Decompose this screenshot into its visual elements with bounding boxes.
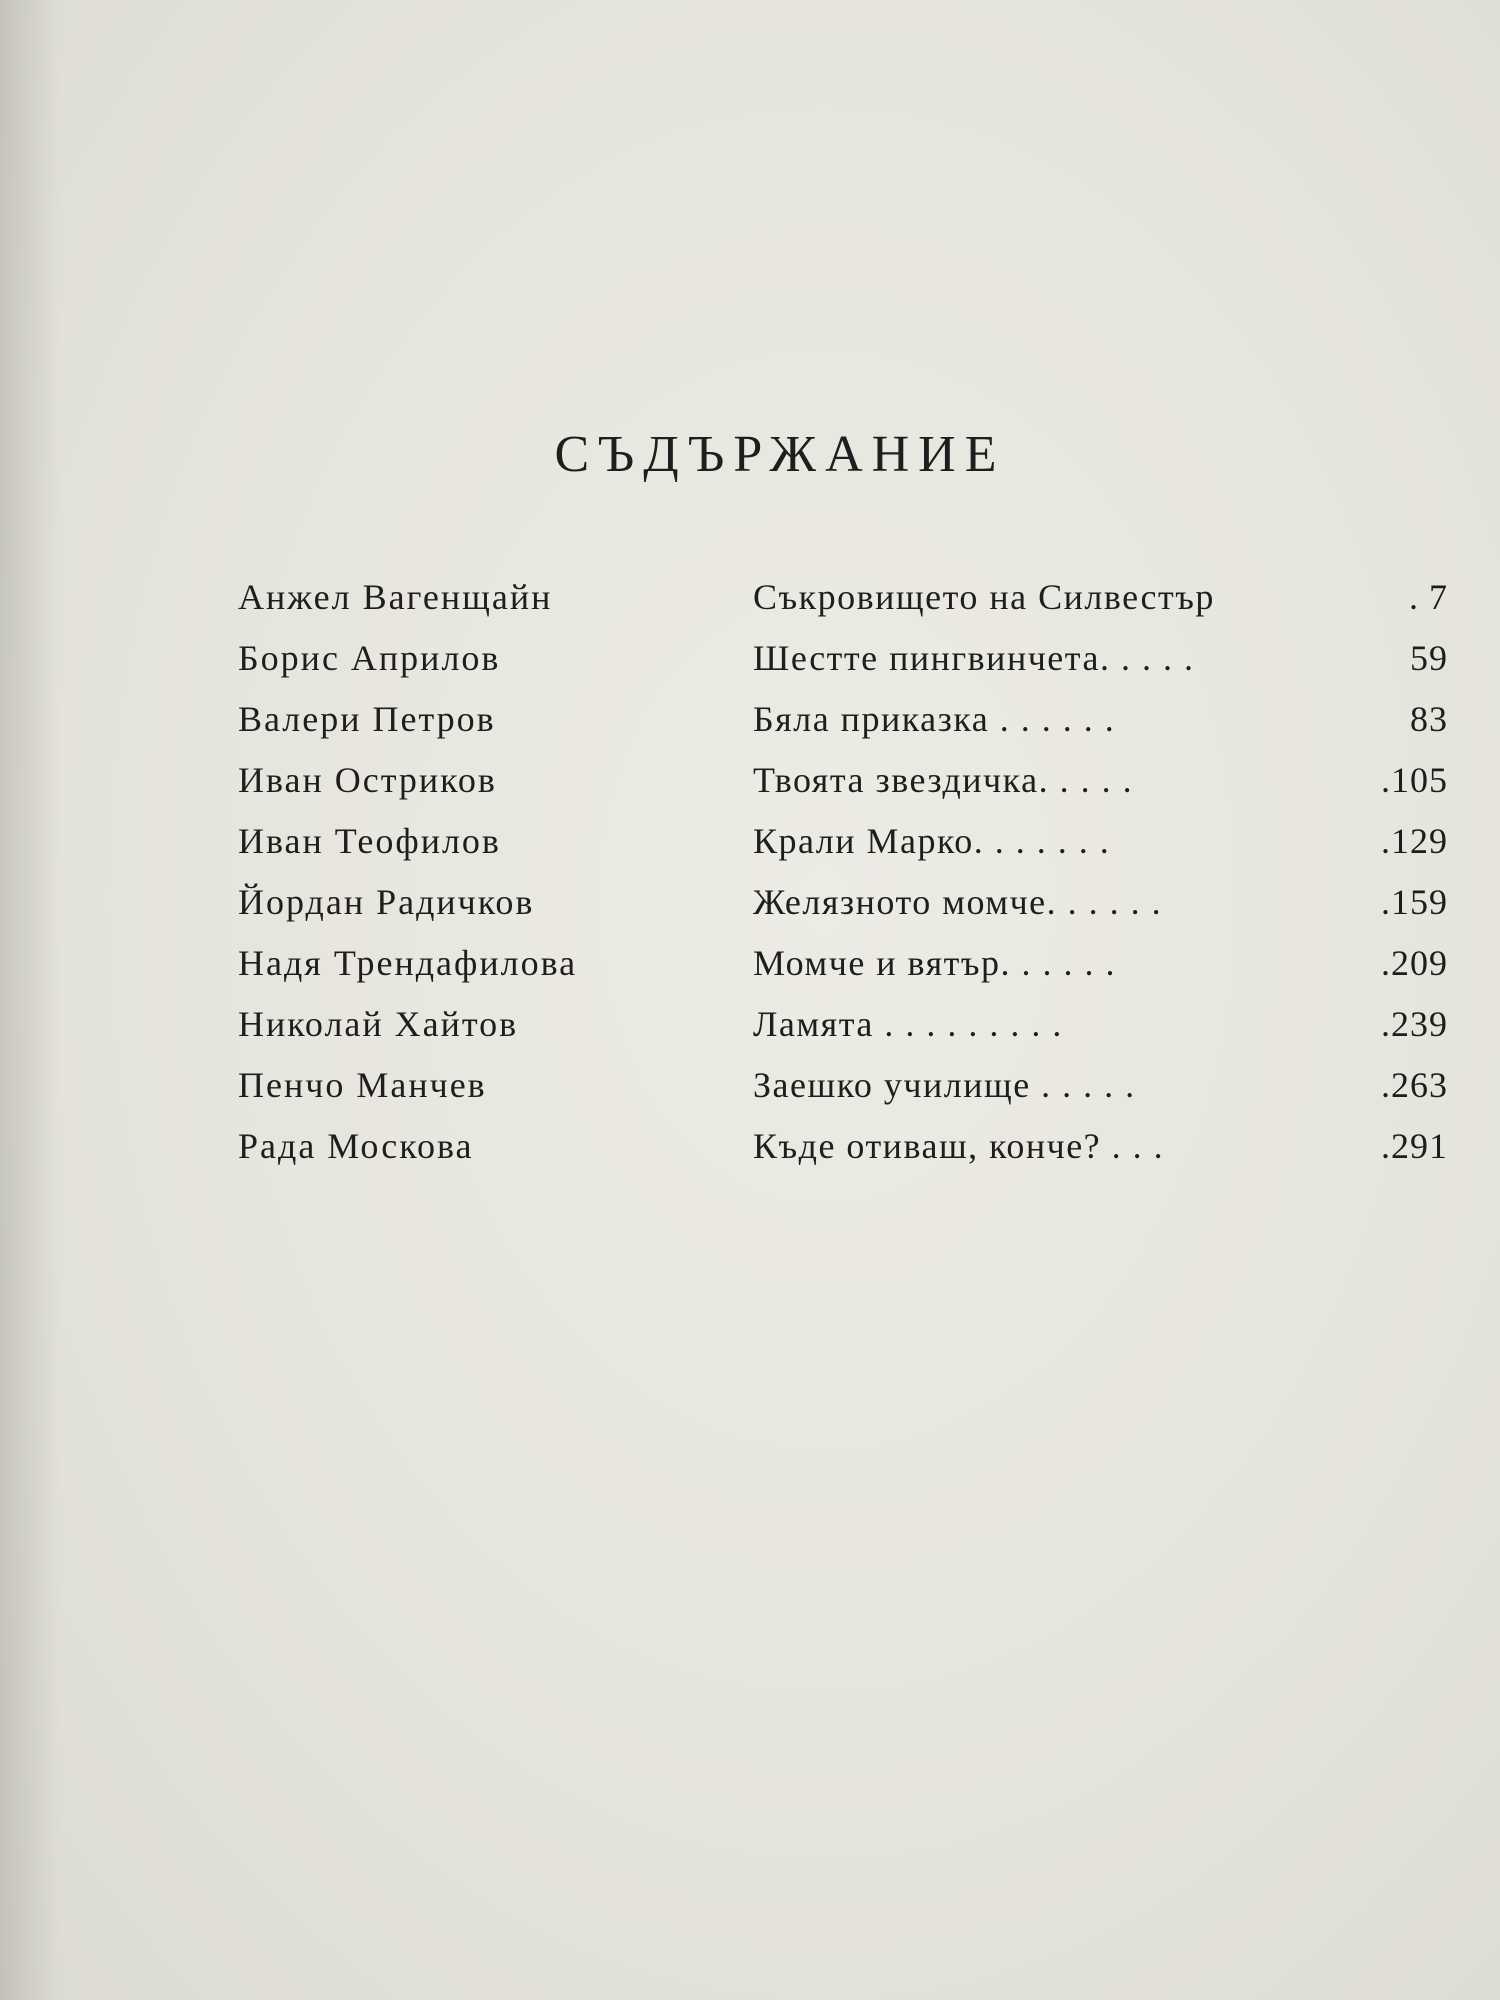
toc-author: Иван Остриков bbox=[238, 760, 497, 800]
toc-row bbox=[238, 994, 1448, 1055]
toc-page-number: 59 bbox=[1410, 638, 1448, 678]
toc-page-number: .263 bbox=[1381, 1065, 1448, 1105]
toc-row bbox=[238, 750, 1448, 811]
toc-work-title: Съкровището на Силвестър bbox=[753, 577, 1215, 617]
toc-page-number: .129 bbox=[1381, 821, 1448, 861]
table-of-contents bbox=[238, 567, 1448, 1177]
toc-work-title: Къде отиваш, конче? . . . bbox=[753, 1126, 1165, 1166]
toc-row bbox=[238, 1116, 1448, 1177]
toc-work-title: Заешко училище . . . . . bbox=[753, 1065, 1136, 1105]
toc-author: Борис Априлов bbox=[238, 638, 501, 678]
toc-author: Рада Москова bbox=[238, 1126, 474, 1166]
page-title: СЪДЪРЖАНИЕ bbox=[554, 426, 1006, 483]
toc-row bbox=[238, 689, 1448, 750]
toc-row bbox=[238, 872, 1448, 933]
toc-author: Иван Теофилов bbox=[238, 821, 501, 861]
toc-work-title: Момче и вятър. . . . . . bbox=[753, 943, 1116, 983]
toc-page-number: . 7 bbox=[1409, 577, 1448, 617]
toc-author: Николай Хайтов bbox=[238, 1004, 519, 1044]
page-edge-shadow bbox=[0, 0, 60, 2000]
toc-page-number: .159 bbox=[1381, 882, 1448, 922]
toc-page-number: .239 bbox=[1381, 1004, 1448, 1044]
toc-page-number: 83 bbox=[1410, 699, 1448, 739]
toc-work-title: Желязното момче. . . . . . bbox=[753, 882, 1163, 922]
toc-author: Анжел Вагенщайн bbox=[238, 577, 553, 617]
toc-row bbox=[238, 811, 1448, 872]
toc-author: Валери Петров bbox=[238, 699, 496, 739]
toc-page-number: .291 bbox=[1381, 1126, 1448, 1166]
toc-author: Пенчо Манчев bbox=[238, 1065, 487, 1105]
toc-work-title: Крали Марко. . . . . . . bbox=[753, 821, 1111, 861]
toc-author: Надя Трендафилова bbox=[238, 943, 578, 983]
toc-work-title: Твоята звездичка. . . . . bbox=[753, 760, 1134, 800]
toc-work-title: Шестте пингвинчета. . . . . bbox=[753, 638, 1195, 678]
toc-author: Йордан Радичков bbox=[238, 882, 535, 922]
toc-work-title: Ламята . . . . . . . . . bbox=[753, 1004, 1063, 1044]
toc-row bbox=[238, 933, 1448, 994]
toc-row bbox=[238, 567, 1448, 628]
toc-row bbox=[238, 1055, 1448, 1116]
toc-page-number: .105 bbox=[1381, 760, 1448, 800]
toc-row bbox=[238, 628, 1448, 689]
toc-page-number: .209 bbox=[1381, 943, 1448, 983]
toc-work-title: Бяла приказка . . . . . . bbox=[753, 699, 1116, 739]
